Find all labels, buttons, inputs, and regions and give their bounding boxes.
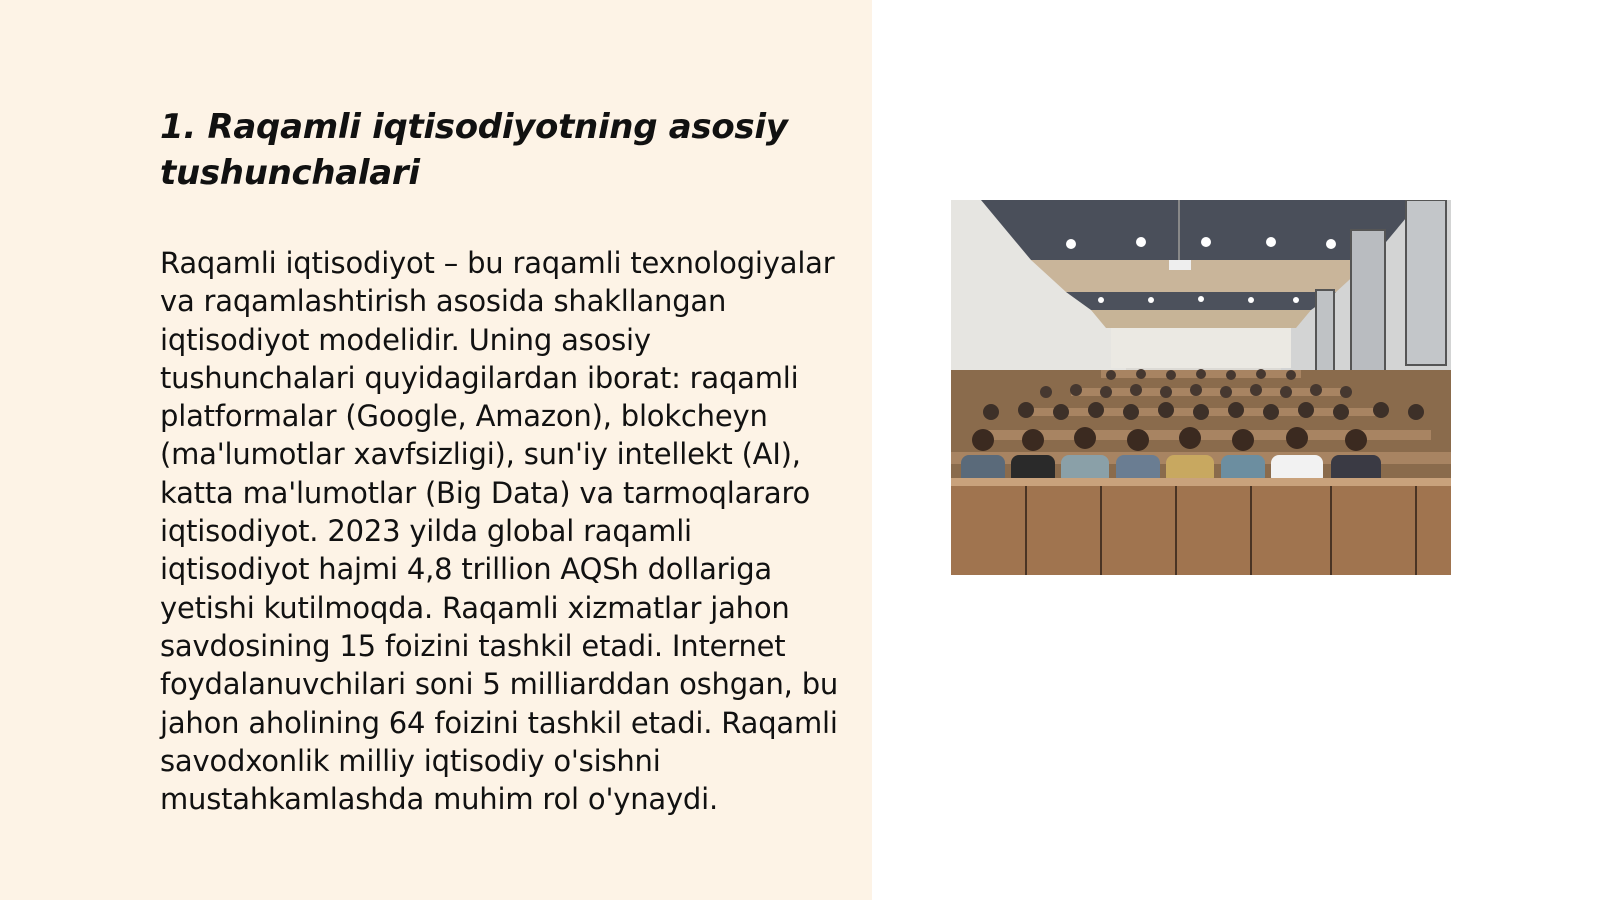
lecture-hall-photo: [951, 200, 1451, 575]
slide-title: 1. Raqamli iqtisodiyotning asosiy tushunchalari: [160, 107, 788, 193]
slide-body-text: Raqamli iqtisodiyot – bu raqamli texnologiyalar va raqamlashtirish asosida shakllangan iqtisodiyot modelidir. Uning asosiy tushunchalari quyidagilardan iborat: raqamli platformalar (Google, Amazon), blokcheyn (ma'lumotlar xavfsizligi), sun'iy intellekt (AI), katta ma'lumotlar (Big Data) va tarmoqlararo iqtisodiyot. 2023 yilda global raqamli iqtisodiyot hajmi 4,8 trillion AQSh dollariga yetishi kutilmoqda. Raqamli xizmatlar jahon savdosining 15 foizini tashkil etadi. Internet foydalanuvchilari soni 5 milliarddan oshgan, bu jahon aholining 64 foizini tashkil etadi. Raqamli savodxonlik milliy iqtisodiy o'sishni mustahkamlashda muhim rol o'ynaydi.: [160, 246, 839, 817]
